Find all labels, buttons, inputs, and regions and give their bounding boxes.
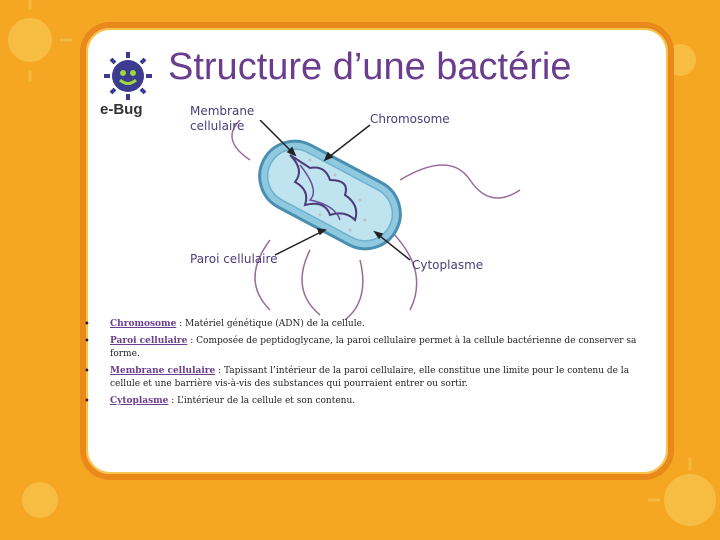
- definition-list: [84, 318, 654, 412]
- bacterium-cell-icon: [247, 129, 412, 261]
- label-paroi: Paroi cellulaire: [190, 252, 278, 266]
- term: Paroi cellulaire: [110, 336, 188, 346]
- bullet-icon: •: [84, 319, 90, 330]
- bacterium-diagram: [160, 120, 560, 320]
- list-item: [84, 318, 654, 331]
- bullet-icon: •: [84, 366, 90, 377]
- logo-text: e-Bug: [100, 101, 143, 118]
- page-title: Structure d’une bactérie: [168, 46, 572, 88]
- list-item: [84, 365, 654, 391]
- term: Cytoplasme: [110, 396, 169, 406]
- list-item: [84, 395, 654, 408]
- bullet-icon: •: [84, 396, 90, 407]
- definition: : L’intérieur de la cellule et son contenu.: [168, 396, 356, 406]
- label-membrane: Membrane cellulaire: [190, 104, 255, 133]
- definition: : Tapissant l’intérieur de la paroi cellulaire, elle constitue une limite pour le contenu de la cellule et une barrière vis-à-vis des substances qui pourraient entrer ou sortir.: [110, 366, 630, 389]
- label-chromosome: Chromosome: [370, 112, 450, 126]
- bullet-icon: •: [84, 336, 90, 347]
- definition: : Matériel génétique (ADN) de la cellule.: [176, 319, 365, 329]
- list-item: [84, 335, 654, 361]
- term: Chromosome: [110, 319, 177, 329]
- label-cytoplasme: Cytoplasme: [412, 258, 484, 272]
- definition: : Composée de peptidoglycane, la paroi cellulaire permet à la cellule bactérienne de conserver sa forme.: [110, 336, 637, 359]
- term: Membrane cellulaire: [110, 366, 216, 376]
